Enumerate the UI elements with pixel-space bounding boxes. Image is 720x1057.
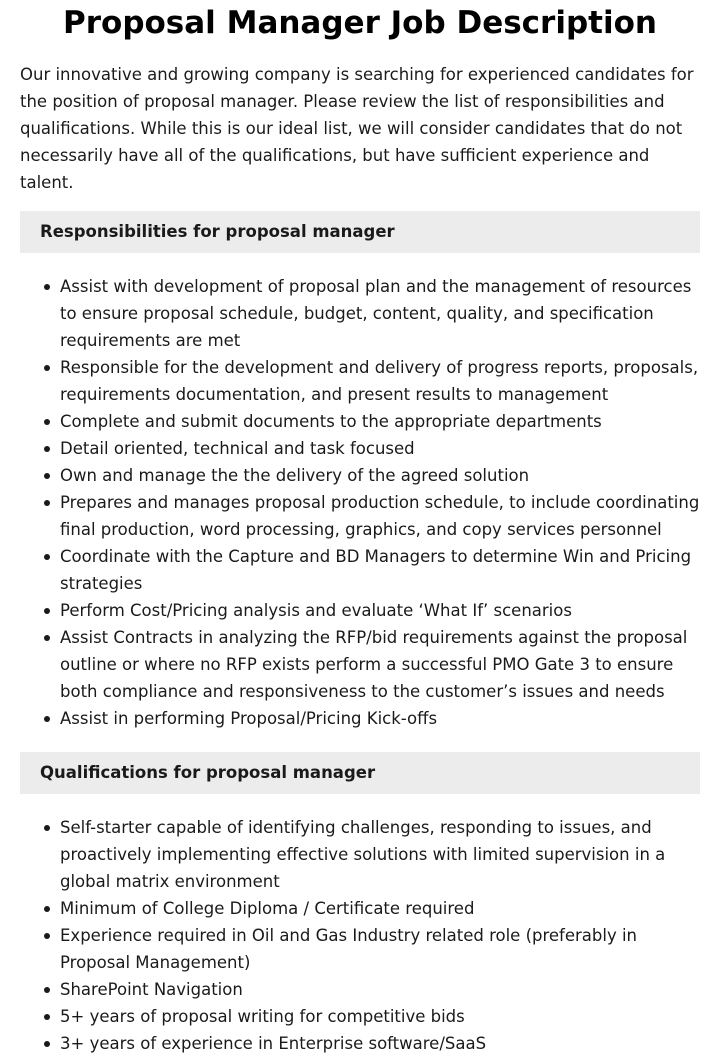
bullet-icon	[44, 825, 50, 831]
list-item-text: Perform Cost/Pricing analysis and evaluate ‘What If’ scenarios	[60, 601, 572, 620]
list-item-text: 3+ years of experience in Enterprise software/SaaS	[60, 1034, 487, 1053]
list-item	[60, 624, 700, 705]
bullet-icon	[44, 716, 50, 722]
page-title: Proposal Manager Job Description	[63, 5, 657, 41]
qualifications-heading: Qualifications for proposal manager	[20, 752, 700, 794]
bullet-icon	[44, 1041, 50, 1047]
list-item	[60, 895, 700, 922]
bullet-icon	[44, 608, 50, 614]
list-item-text: Responsible for the development and delivery of progress reports, proposals, requirements documentation, and present results to management	[60, 358, 699, 404]
list-item-text: Prepares and manages proposal production schedule, to include coordinating final production, word processing, graphics, and copy services personnel	[60, 493, 700, 539]
list-item-text: Coordinate with the Capture and BD Managers to determine Win and Pricing strategies	[60, 547, 692, 593]
list-item-text: Own and manage the the delivery of the agreed solution	[60, 466, 530, 485]
list-item	[60, 462, 700, 489]
bullet-icon	[44, 500, 50, 506]
list-item	[60, 922, 700, 976]
list-item-text: Detail oriented, technical and task focused	[60, 439, 415, 458]
list-item	[60, 597, 700, 624]
intro-paragraph: Our innovative and growing company is searching for experienced candidates for the position of proposal manager. Please review the list of responsibilities and qualifications. While this is our ideal list, we will consider candidates that do not necessarily have all of the qualifications, but have sufficient experience and talent.	[20, 65, 694, 192]
bullet-icon	[44, 365, 50, 371]
list-item	[60, 354, 700, 408]
bullet-icon	[44, 419, 50, 425]
bullet-icon	[44, 933, 50, 939]
bullet-icon	[44, 635, 50, 641]
list-item	[60, 435, 700, 462]
bullet-icon	[44, 1014, 50, 1020]
bullet-icon	[44, 473, 50, 479]
list-item	[60, 489, 700, 543]
responsibilities-list	[20, 273, 700, 732]
list-item-text: Experience required in Oil and Gas Industry related role (preferably in Proposal Management)	[60, 926, 638, 972]
list-item-text: SharePoint Navigation	[60, 980, 243, 999]
list-item	[60, 976, 700, 1003]
list-item	[60, 1030, 700, 1057]
list-item-text: Complete and submit documents to the appropriate departments	[60, 412, 602, 431]
bullet-icon	[44, 554, 50, 560]
list-item	[60, 705, 700, 732]
qualifications-list	[20, 814, 700, 1057]
list-item-text: Assist Contracts in analyzing the RFP/bid requirements against the proposal outline or where no RFP exists perform a successful PMO Gate 3 to ensure both compliance and responsiveness to the customer’s issues and needs	[60, 628, 688, 701]
bullet-icon	[44, 906, 50, 912]
bullet-icon	[44, 446, 50, 452]
list-item	[60, 814, 700, 895]
bullet-icon	[44, 987, 50, 993]
responsibilities-heading: Responsibilities for proposal manager	[20, 211, 700, 253]
list-item	[60, 273, 700, 354]
list-item-text: Assist in performing Proposal/Pricing Kick-offs	[60, 709, 438, 728]
list-item	[60, 1003, 700, 1030]
list-item	[60, 408, 700, 435]
list-item-text: Self-starter capable of identifying challenges, responding to issues, and proactively implementing effective solutions with limited supervision in a global matrix environment	[60, 818, 666, 891]
list-item-text: Minimum of College Diploma / Certificate required	[60, 899, 475, 918]
list-item	[60, 543, 700, 597]
bullet-icon	[44, 284, 50, 290]
list-item-text: Assist with development of proposal plan and the management of resources to ensure proposal schedule, budget, content, quality, and specification requirements are met	[60, 277, 692, 350]
list-item-text: 5+ years of proposal writing for competitive bids	[60, 1007, 465, 1026]
